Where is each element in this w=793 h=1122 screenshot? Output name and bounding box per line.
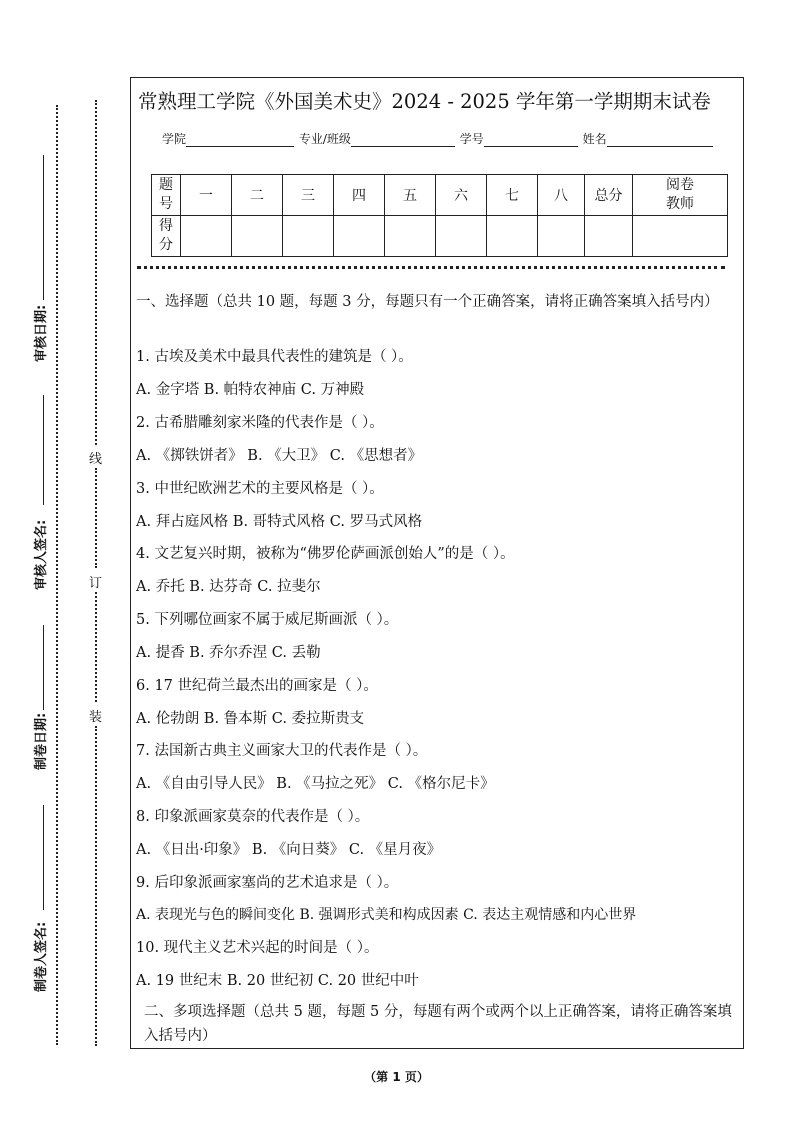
binding-dotted-rule-mid bbox=[95, 468, 97, 568]
student-id-label: 学号 bbox=[459, 132, 484, 146]
binding-dotted-rule-top bbox=[95, 100, 97, 445]
make-date-label: 制卷日期: bbox=[34, 712, 49, 770]
answer-options-10: A. 19 世纪末 B. 20 世纪初 C. 20 世纪中叶 bbox=[136, 973, 419, 989]
question-4: 4. 文艺复兴时期，被称为“佛罗伦萨画派创始人”的是（ ）。 bbox=[136, 546, 515, 562]
left-dotted-rule bbox=[56, 105, 58, 1045]
question-8: 8. 印象派画家莫奈的代表作是（ ）。 bbox=[136, 809, 370, 825]
major-class-field[interactable] bbox=[351, 132, 455, 147]
make-date-line bbox=[43, 625, 44, 710]
col-reviewer: 阅卷 教师 bbox=[633, 175, 728, 216]
score-cell[interactable] bbox=[181, 216, 232, 257]
question-2: 2. 古希腊雕刻家米隆的代表作是（ ）。 bbox=[136, 415, 384, 431]
student-id-field[interactable] bbox=[484, 132, 578, 147]
binding-dotted-rule-mid2 bbox=[95, 592, 97, 702]
review-date-label: 审核日期: bbox=[34, 304, 49, 362]
dotted-separator bbox=[137, 266, 725, 269]
answer-options-4: A. 乔托 B. 达芬奇 C. 拉斐尔 bbox=[136, 579, 321, 595]
answer-options-6: A. 伦勃朗 B. 鲁本斯 C. 委拉斯贵支 bbox=[136, 711, 365, 727]
name-label: 姓名 bbox=[582, 132, 607, 146]
score-cell[interactable] bbox=[538, 216, 585, 257]
col-7: 七 bbox=[487, 175, 538, 216]
col-2: 二 bbox=[232, 175, 283, 216]
score-cell[interactable] bbox=[385, 216, 436, 257]
score-cell[interactable] bbox=[585, 216, 633, 257]
score-cell[interactable] bbox=[334, 216, 385, 257]
score-cell[interactable] bbox=[283, 216, 334, 257]
col-3: 三 bbox=[283, 175, 334, 216]
score-cell[interactable] bbox=[487, 216, 538, 257]
row-head-number: 题 号 bbox=[152, 175, 181, 216]
name-field[interactable] bbox=[607, 132, 713, 147]
question-3: 3. 中世纪欧洲艺术的主要风格是（ ）。 bbox=[136, 481, 384, 497]
question-6: 6. 17 世纪荷兰最杰出的画家是（ ）。 bbox=[136, 678, 378, 694]
line-char: 线 bbox=[89, 452, 103, 467]
section-1-heading: 一、选择题（总共 10 题，每题 3 分，每题只有一个正确答案，请将正确答案填入括号内） bbox=[136, 294, 719, 310]
answer-options-9: A. 表现光与色的瞬间变化 B. 强调形式美和构成因素 C. 表达主观情感和内心世界 bbox=[136, 907, 637, 923]
page-number: （第 1 页） bbox=[364, 1070, 429, 1084]
section-2-heading: 二、多项选择题（总共 5 题，每题 5 分，每题有两个或两个以上正确答案，请将正确答案填入括号内） bbox=[144, 1004, 732, 1044]
binding-dotted-rule-bottom bbox=[95, 726, 97, 1046]
answer-options-2: A. 《掷铁饼者》 B. 《大卫》 C. 《思想者》 bbox=[136, 448, 423, 464]
score-table bbox=[151, 174, 728, 257]
col-5: 五 bbox=[385, 175, 436, 216]
major-class-label: 专业/班级 bbox=[298, 132, 351, 146]
reviewer-sign-label: 审核人签名: bbox=[34, 519, 49, 590]
college-label: 学院 bbox=[162, 132, 187, 146]
answer-options-8: A. 《日出·印象》 B. 《向日葵》 C. 《星月夜》 bbox=[136, 842, 442, 858]
answer-options-5: A. 提香 B. 乔尔乔涅 C. 丢勒 bbox=[136, 645, 321, 661]
question-9: 9. 后印象派画家塞尚的艺术追求是（ ）。 bbox=[136, 875, 399, 891]
col-total: 总分 bbox=[585, 175, 633, 216]
maker-sign-line bbox=[43, 805, 44, 910]
answer-options-3: A. 拜占庭风格 B. 哥特式风格 C. 罗马式风格 bbox=[136, 514, 423, 530]
row-head-score: 得 分 bbox=[152, 216, 181, 257]
question-7: 7. 法国新古典主义画家大卫的代表作是（ ）。 bbox=[136, 743, 428, 759]
reviewer-sign-line bbox=[43, 395, 44, 505]
bind-char: 订 bbox=[89, 576, 103, 591]
score-cell[interactable] bbox=[436, 216, 487, 257]
seal-char: 装 bbox=[89, 710, 103, 725]
question-5: 5. 下列哪位画家不属于威尼斯画派（ ）。 bbox=[136, 612, 399, 628]
question-10: 10. 现代主义艺术兴起的时间是（ ）。 bbox=[136, 940, 379, 956]
college-field[interactable] bbox=[186, 132, 294, 147]
exam-title: 常熟理工学院《外国美术史》2024 - 2025 学年第一学期期末试卷 bbox=[138, 90, 711, 113]
score-cell[interactable] bbox=[633, 216, 728, 257]
col-8: 八 bbox=[538, 175, 585, 216]
col-4: 四 bbox=[334, 175, 385, 216]
col-6: 六 bbox=[436, 175, 487, 216]
col-1: 一 bbox=[181, 175, 232, 216]
review-date-line bbox=[43, 155, 44, 300]
score-cell[interactable] bbox=[232, 216, 283, 257]
answer-options-7: A. 《自由引导人民》 B. 《马拉之死》 C. 《格尔尼卡》 bbox=[136, 776, 495, 792]
student-info-row bbox=[162, 130, 713, 147]
question-1: 1. 古埃及美术中最具代表性的建筑是（ ）。 bbox=[136, 349, 413, 365]
answer-options-1: A. 金字塔 B. 帕特农神庙 C. 万神殿 bbox=[136, 382, 365, 398]
maker-sign-label: 制卷人签名: bbox=[34, 921, 49, 992]
